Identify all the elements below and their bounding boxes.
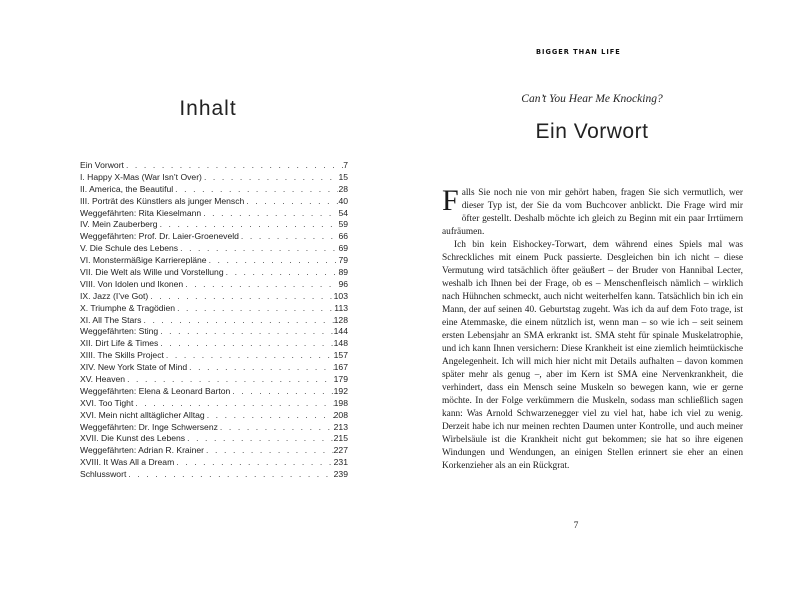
toc-entry xyxy=(80,362,348,374)
toc-dot-leader xyxy=(158,219,339,231)
toc-entry-page: 28 xyxy=(338,183,348,194)
toc-entry-page: 148 xyxy=(333,338,348,349)
toc-dot-leader xyxy=(183,279,338,291)
toc-entry-title: XIV. New York State of Mind xyxy=(80,362,188,373)
toc-entry xyxy=(80,172,348,184)
toc-entry-title: XVIII. It Was All a Dream xyxy=(80,457,175,468)
toc-dot-leader xyxy=(201,208,338,220)
toc-dot-leader xyxy=(224,267,339,279)
toc-entry-title: XVI. Mein nicht alltäglicher Alltag xyxy=(80,409,205,420)
toc-entry-page: 40 xyxy=(338,195,348,206)
toc-entry xyxy=(80,469,348,481)
toc-dot-leader xyxy=(124,160,343,172)
toc-entry-title: X. Triumphe & Tragödien xyxy=(80,302,176,313)
toc-dot-leader xyxy=(218,422,334,434)
toc-entry-page: 239 xyxy=(333,469,348,480)
toc-entry-title: Weggefährten: Rita Kieselmann xyxy=(80,207,202,218)
left-page xyxy=(0,0,395,600)
toc-entry-title: Weggefährten: Adrian R. Krainer xyxy=(80,445,205,456)
toc-entry xyxy=(80,291,348,303)
toc-entry xyxy=(80,374,348,386)
toc-entry xyxy=(80,196,348,208)
toc-entry xyxy=(80,184,348,196)
running-head: BIGGER THAN LIFE xyxy=(536,48,621,56)
toc-entry xyxy=(80,350,348,362)
toc-dot-leader xyxy=(133,398,333,410)
toc-entry-title: VII. Die Welt als Wille und Vorstellung xyxy=(80,267,224,278)
toc-entry xyxy=(80,208,348,220)
toc-entry-title: XVI. Too Tight xyxy=(80,397,134,408)
toc-entry-title: Ein Vorwort xyxy=(80,160,124,170)
toc-entry-page: 66 xyxy=(338,231,348,242)
toc-entry-title: XV. Heaven xyxy=(80,374,126,385)
toc-entry-page: 167 xyxy=(333,362,348,373)
toc-entry-page: 215 xyxy=(333,433,348,444)
toc-entry xyxy=(80,160,348,172)
toc-entry xyxy=(80,279,348,291)
paragraph-text: alls Sie noch nie von mir gehört haben, fragen Sie sich vermutlich, wer dieser Typ ist, der Sie da vom Buchcover anblickt. Die Frage wird mir öfter gestellt. Deshalb möchte ich gleich zu Beginn mit ein paar Irrtümern aufräumen. xyxy=(442,188,743,237)
toc-entry-page: 15 xyxy=(338,171,348,182)
toc-entry-page: 157 xyxy=(333,350,348,361)
toc-entry xyxy=(80,398,348,410)
toc-entry xyxy=(80,386,348,398)
toc-entry xyxy=(80,433,348,445)
right-page xyxy=(395,0,791,600)
toc-entry-title: XIII. The Skills Project xyxy=(80,350,164,361)
paragraph: Ich bin kein Eishockey-Torwart, dem während eines Spiels mal was Schreckliches mit einem Puck passierte. Desgleichen bin ich nicht – diese Vermutung wird tatsächlich öfter geäußert – der Bruder von Hannibal Lecter, weshalb ich Ihnen bei der Frage, ob es – Menschenfleisch nämlich – wirklich nach Hühnchen schmeckt, auch nicht weiterhelfen kann. Tatsächlich bin ich ein Mann, der auf seinen 40. Geburtstag zugeht. Was ich da auf dem Foto trage, ist eine Atemmaske, die einem nützlich ist, wenn man – so wie ich – seit seinem ersten Lebensjahr an SMA erkrankt ist. SMA steht für spinale Muskelatrophie, und ich kann Ihnen versichern: Diese Krankheit ist eine ziemlich heimtückische Angelegenheit. Ich will mich hier nicht mit Details aufhalten – davon kommen später mehr als genug –, aber im Kern ist SMA eine Nervenkrankheit, die verhindert, dass ein Mensch seine Muskeln so bewegen kann, wie er gerne möchte. In der Folge verkümmern die Muskeln, sodass man schließlich sagen kann: Was Arnold Schwarzenegger viel zu viel hat, habe ich viel zu wenig. Derzeit habe ich nur meinen rechten Daumen unter Kontrolle, und auch meiner Wirbelsäule ist die Krankheit nicht gut bekommen; sie hat so ihre eigenen Windungen und Wendungen, an einigen Stellen erinnert sie eher an einen Korkenzieher als an ein Rückgrat. xyxy=(442,240,743,471)
toc-dot-leader xyxy=(164,350,334,362)
toc-entry-page: 198 xyxy=(333,397,348,408)
toc-dot-leader xyxy=(125,374,334,386)
toc-entry-page: 89 xyxy=(338,267,348,278)
toc-entry-page: 231 xyxy=(333,457,348,468)
toc-entry-title: II. America, the Beautiful xyxy=(80,183,174,194)
toc-entry-page: 96 xyxy=(338,278,348,289)
toc-dot-leader xyxy=(239,231,339,243)
toc-entry xyxy=(80,231,348,243)
toc-entry-page: 103 xyxy=(333,290,348,301)
toc-entry-page: 7 xyxy=(343,160,348,170)
chapter-kicker: Can’t You Hear Me Knocking? xyxy=(521,93,663,105)
toc-dot-leader xyxy=(175,303,334,315)
toc-dot-leader xyxy=(205,410,334,422)
toc-dot-leader xyxy=(158,326,333,338)
toc-entry-page: 128 xyxy=(333,314,348,325)
toc-entry-title: Weggefährten: Elena & Leonard Barton xyxy=(80,385,231,396)
toc-dot-leader xyxy=(126,469,333,481)
toc-dot-leader xyxy=(158,338,333,350)
toc-entry xyxy=(80,326,348,338)
toc-entry xyxy=(80,303,348,315)
toc-entry-page: 213 xyxy=(333,421,348,432)
toc-entry-page: 179 xyxy=(333,374,348,385)
toc-entry-title: VIII. Von Idolen und Ikonen xyxy=(80,278,184,289)
toc-entry-page: 144 xyxy=(333,326,348,337)
toc-entry-title: IX. Jazz (I’ve Got) xyxy=(80,290,149,301)
toc-entry-page: 227 xyxy=(333,445,348,456)
toc-dot-leader xyxy=(204,445,334,457)
drop-cap: F xyxy=(442,184,459,217)
toc-dot-leader xyxy=(244,196,338,208)
toc-entry-title: Schlusswort xyxy=(80,469,127,480)
toc-entry-page: 208 xyxy=(333,409,348,420)
toc-entry xyxy=(80,422,348,434)
toc-dot-leader xyxy=(187,362,333,374)
toc-entry-page: 54 xyxy=(338,207,348,218)
toc-dot-leader xyxy=(185,433,334,445)
toc-entry xyxy=(80,243,348,255)
toc-entry-title: III. Porträt des Künstlers als junger Mensch xyxy=(80,195,245,206)
toc-entry-page: 69 xyxy=(338,243,348,254)
toc-entry xyxy=(80,267,348,279)
toc-dot-leader xyxy=(230,386,333,398)
toc-entry-title: Weggefährten: Dr. Inge Schwersenz xyxy=(80,421,218,432)
toc-entry-title: I. Happy X-Mas (War Isn’t Over) xyxy=(80,171,202,182)
toc-entry xyxy=(80,410,348,422)
toc-entry-title: Weggefährten: Prof. Dr. Laier-Groeneveld xyxy=(80,231,239,242)
toc-entry-page: 59 xyxy=(338,219,348,230)
toc-dot-leader xyxy=(207,255,339,267)
toc-entry-title: XII. Dirt Life & Times xyxy=(80,338,159,349)
toc-dot-leader xyxy=(141,315,333,327)
toc-entry xyxy=(80,315,348,327)
toc-entry xyxy=(80,457,348,469)
toc-entry-title: Weggefährten: Sting xyxy=(80,326,159,337)
toc-dot-leader xyxy=(148,291,333,303)
paragraph xyxy=(442,184,743,239)
toc-entry-title: VI. Monstermäßige Karrierepläne xyxy=(80,255,207,266)
page-number: 7 xyxy=(573,521,579,531)
toc-dot-leader xyxy=(202,172,339,184)
toc-title: Inhalt xyxy=(179,97,237,120)
toc-entry xyxy=(80,445,348,457)
toc-entry-title: IV. Mein Zauberberg xyxy=(80,219,158,230)
toc-entry-title: XVII. Die Kunst des Lebens xyxy=(80,433,186,444)
toc-entry-title: V. Die Schule des Lebens xyxy=(80,243,179,254)
toc-dot-leader xyxy=(173,184,338,196)
toc-dot-leader xyxy=(174,457,333,469)
chapter-title: Ein Vorwort xyxy=(535,120,649,143)
chapter-body xyxy=(442,184,743,473)
toc-dot-leader xyxy=(178,243,338,255)
toc-entry-page: 79 xyxy=(338,255,348,266)
toc-entry xyxy=(80,338,348,350)
table-of-contents xyxy=(80,160,348,481)
toc-entry-title: XI. All The Stars xyxy=(80,314,142,325)
toc-entry-page: 113 xyxy=(334,302,348,313)
toc-entry xyxy=(80,255,348,267)
toc-entry-page: 192 xyxy=(333,385,348,396)
toc-entry xyxy=(80,219,348,231)
